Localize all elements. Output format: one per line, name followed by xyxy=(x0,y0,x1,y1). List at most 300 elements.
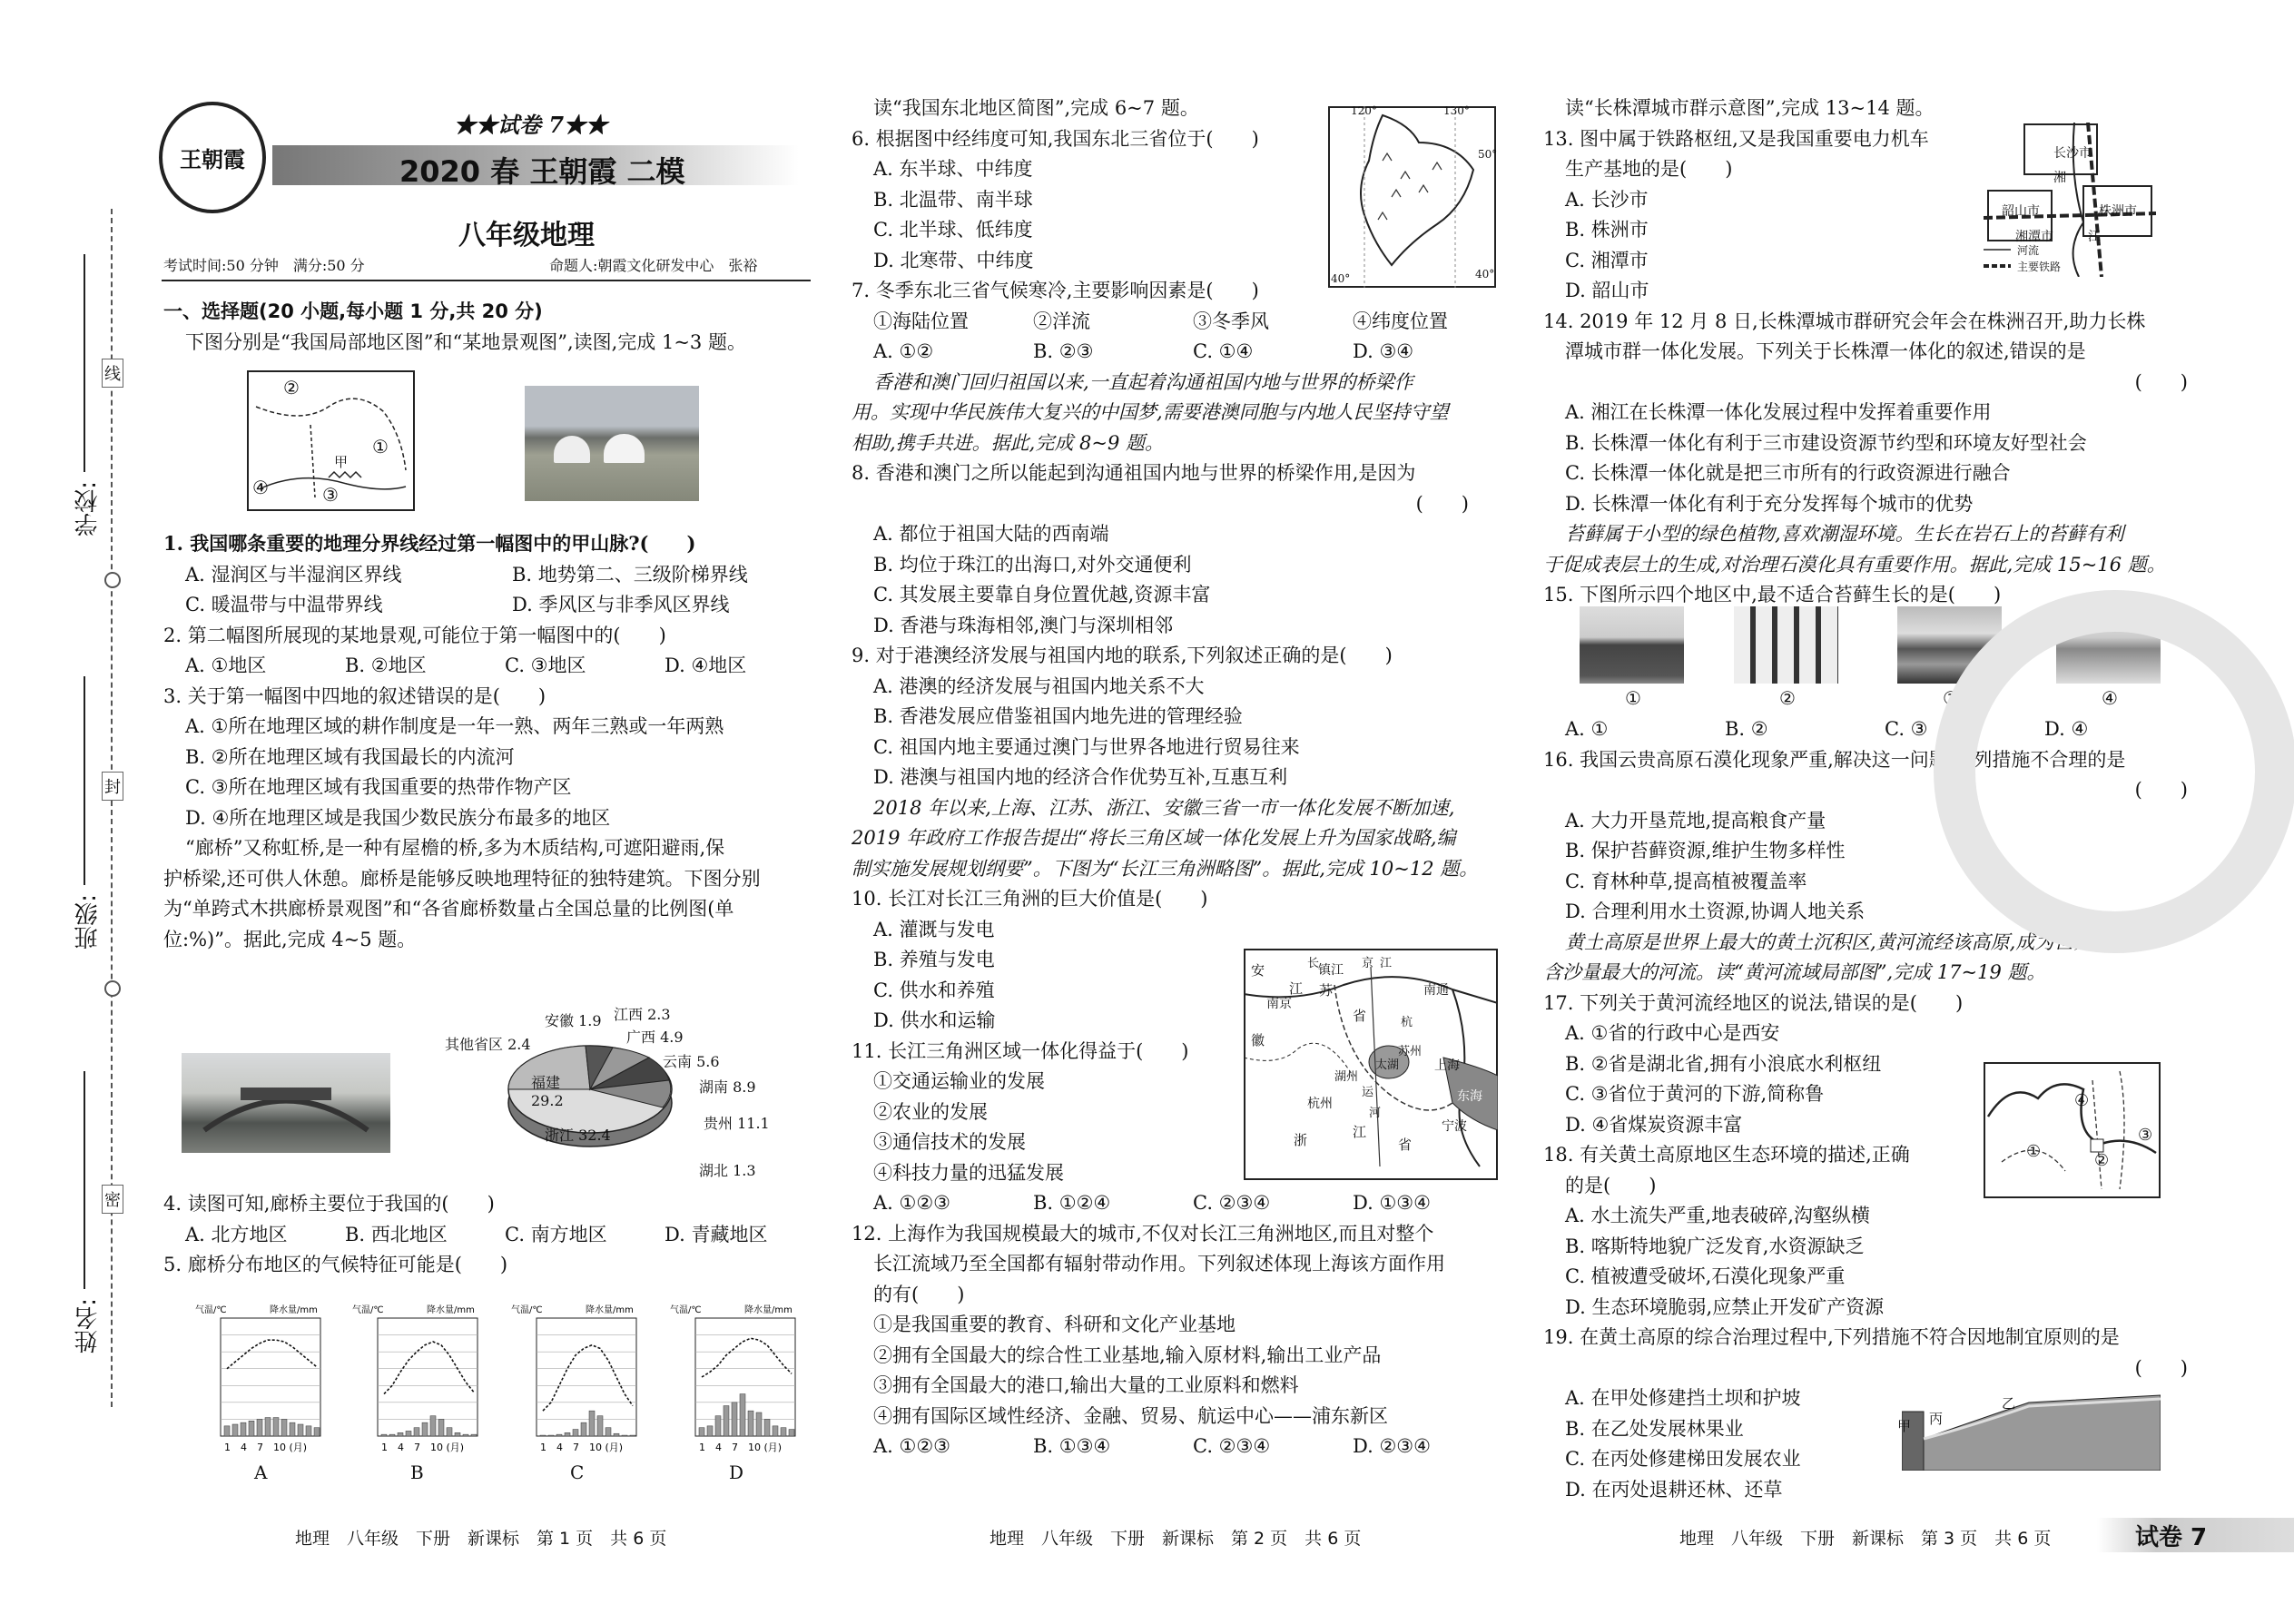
q1-option-b[interactable]: B. 地势第二、三级阶梯界线 xyxy=(512,563,748,586)
yrd-label-he: 河 xyxy=(1369,1107,1382,1120)
logo-seal xyxy=(159,102,266,213)
pie-label-hubei: 湖北 1.3 xyxy=(699,1162,756,1179)
ne-map-lat-50: 50° xyxy=(1478,148,1498,161)
q3-option-d[interactable]: D. ④所在地理区域是我国少数民族分布最多的地区 xyxy=(185,806,611,829)
q11-option-c[interactable]: C. ②③④ xyxy=(1193,1192,1271,1214)
precip-bar xyxy=(273,1418,279,1436)
q17-option-c[interactable]: C. ③省位于黄河的下游,简称鲁 xyxy=(1565,1083,1825,1105)
precip-bar xyxy=(389,1434,395,1436)
q4-option-d[interactable]: D. 青藏地区 xyxy=(665,1223,768,1245)
q19-option-d[interactable]: D. 在丙处退耕还林、还草 xyxy=(1565,1478,1783,1501)
precip-bar xyxy=(447,1428,452,1436)
subject-title: 八年级地理 xyxy=(458,220,595,251)
q18-option-c[interactable]: C. 植被遭受破坏,石漠化现象严重 xyxy=(1565,1265,1846,1287)
precip-bar xyxy=(581,1422,586,1436)
q18-stem-line-1: 18. 有关黄土高原地区生态环境的描述,正确 xyxy=(1543,1144,1910,1166)
exam-info-right: 命题人:朝霞文化研发中心 张裕 xyxy=(549,257,758,274)
q9-option-b[interactable]: B. 香港发展应借鉴祖国内地先进的管理经验 xyxy=(873,705,1243,727)
q8-paren-line xyxy=(852,489,1505,520)
q2-option-c[interactable]: C. ③地区 xyxy=(505,655,586,676)
q4-option-a[interactable]: A. 北方地区 xyxy=(185,1223,288,1245)
q7-stmt-4: ④纬度位置 xyxy=(1353,310,1448,332)
climate-axis-temp: 气温/℃ xyxy=(511,1305,543,1315)
q1-options-cd xyxy=(163,590,817,621)
precip-bar xyxy=(764,1419,770,1436)
yrd-label-sheng2: 省 xyxy=(1398,1137,1413,1153)
climate-chart-a xyxy=(195,1300,350,1459)
passage-8-9-line-2: 用。实现中华民族伟大复兴的中国梦,需要港澳同胞与内地人民坚持守望 xyxy=(852,401,1449,423)
passage-10-12-line-2: 2019 年政府工作报告提出“将长三角区域一体化发展上升为国家战略,编 xyxy=(852,827,1456,849)
q12-stem-line-3: 的有( ) xyxy=(873,1283,965,1305)
pie-label-others: 其他省区 2.4 xyxy=(445,1036,531,1053)
logo-text: 王朝霞 xyxy=(180,146,245,172)
precip-bar xyxy=(241,1422,246,1436)
q13-option-b[interactable]: B. 株洲市 xyxy=(1565,219,1649,241)
climate-axis-temp: 气温/℃ xyxy=(195,1305,227,1315)
q5-stem: 5. 廊桥分布地区的气候特征可能是( ) xyxy=(163,1254,508,1275)
q9-option-d[interactable]: D. 港澳与祖国内地的经济合作优势互补,互惠互利 xyxy=(873,766,1288,788)
czt-label-xiangtan: 湘潭市 xyxy=(2015,230,2053,244)
precip-bar xyxy=(789,1430,794,1436)
climate-months: 1 4 7 10 (月) xyxy=(381,1442,465,1453)
precip-bar xyxy=(257,1419,262,1436)
column-1-questions-a xyxy=(163,528,817,955)
yrd-label-shanghai: 上海 xyxy=(1434,1058,1460,1073)
class-label: 班级: xyxy=(74,894,102,950)
q12-stmt-1: ①是我国重要的教育、科研和文化产业基地 xyxy=(873,1314,1236,1335)
q14-paren-line xyxy=(1543,368,2206,399)
binding-hole-1 xyxy=(104,572,121,588)
q19-stem: 19. 在黄土高原的综合治理过程中,下列措施不符合因地制宜原则的是 xyxy=(1543,1326,2120,1348)
yrd-label-jiang2: 江 xyxy=(1353,1124,1367,1140)
q15-option-b[interactable]: B. ② xyxy=(1725,718,1768,740)
q7-stmt-3: ③冬季风 xyxy=(1193,310,1269,332)
yrd-label-su: 苏 xyxy=(1319,982,1334,999)
intro-6-7: 读“我国东北地区简图”,完成 6~7 题。 xyxy=(873,97,1199,119)
footer-paper-tag: 试卷 7 xyxy=(2135,1524,2208,1551)
precip-bar xyxy=(438,1419,444,1436)
temperature-line xyxy=(227,1340,317,1369)
pie-label-anhui: 安徽 1.9 xyxy=(545,1012,602,1029)
q17-option-d[interactable]: D. ④省煤炭资源丰富 xyxy=(1565,1113,1743,1136)
precip-bar xyxy=(422,1422,428,1436)
precip-bar xyxy=(597,1416,603,1436)
precip-bar xyxy=(306,1426,311,1436)
climate-chart-c xyxy=(511,1300,665,1459)
q11-stmt-1: ①交通运输业的发展 xyxy=(873,1070,1045,1092)
q16-option-d[interactable]: D. 合理利用水土资源,协调人地关系 xyxy=(1565,901,1866,922)
q16-option-b[interactable]: B. 保护苔藓资源,维护生物多样性 xyxy=(1565,840,1846,861)
hh-label-4: ④ xyxy=(2074,1091,2090,1110)
q4-options xyxy=(163,1220,817,1251)
name-label: 姓名: xyxy=(74,1298,102,1353)
precip-bar xyxy=(573,1430,578,1436)
climate-label-a[interactable]: A xyxy=(254,1462,268,1483)
czt-label-changsha: 长沙市 xyxy=(2053,146,2092,161)
passage-4-5-line-3: 为“单跨式木拱廊桥景观图”和“各省廊桥数量占全国总量的比例图(单 xyxy=(163,898,734,920)
q18-stem-line-2: 的是( ) xyxy=(1565,1174,1657,1196)
precip-bar xyxy=(281,1419,287,1436)
header-divider xyxy=(162,280,811,281)
climate-frame xyxy=(537,1318,636,1436)
q9-option-a[interactable]: A. 港澳的经济发展与祖国内地关系不大 xyxy=(873,674,1205,697)
q7-options xyxy=(852,337,1505,368)
exam-info-left: 考试时间:50 分钟 满分:50 分 xyxy=(163,257,365,274)
q6-option-b[interactable]: B. 北温带、南半球 xyxy=(873,188,1033,211)
q2-stem: 2. 第二幅图所展现的某地景观,可能位于第一幅图中的( ) xyxy=(163,624,666,646)
q11-stmt-3: ③通信技术的发展 xyxy=(873,1131,1026,1153)
yrd-label-jing: 京 xyxy=(1362,957,1374,970)
map1-label-4: ④ xyxy=(252,477,269,498)
q2-options xyxy=(163,651,817,682)
q12-option-b[interactable]: B. ①③④ xyxy=(1033,1435,1111,1457)
q16-option-c[interactable]: C. 育林种草,提高植被覆盖率 xyxy=(1565,870,1807,892)
slope-label-bing: 丙 xyxy=(1929,1411,1944,1427)
climate-axis-temp: 气温/℃ xyxy=(352,1305,384,1315)
climate-months: 1 4 7 10 (月) xyxy=(540,1442,624,1453)
czt-label-shaoshan: 韶山市 xyxy=(2002,204,2040,219)
paper-tag: ★★试卷 7★★ xyxy=(454,112,608,138)
map1-label-1: ① xyxy=(372,436,389,458)
footer-page-3: 地理 八年级 下册 新课标 第 3 页 共 6 页 xyxy=(1679,1529,2052,1549)
czt-legend-railway: 主要铁路 xyxy=(2017,261,2062,273)
q1-stem: 1. 我国哪条重要的地理分界线经过第一幅图中的甲山脉?( ) xyxy=(163,532,696,555)
q3-option-c[interactable]: C. ③所在地理区域有我国重要的热带作物产区 xyxy=(185,776,572,798)
column-1 xyxy=(163,297,817,358)
photo-mark-2: ② xyxy=(1779,687,1796,709)
q8-option-b[interactable]: B. 均位于珠江的出海口,对外交通便利 xyxy=(873,553,1192,576)
map1-label-3: ③ xyxy=(322,484,339,506)
slope-label-jia: 甲 xyxy=(1897,1418,1912,1434)
water-town-photo xyxy=(1734,606,1838,684)
precip-bar xyxy=(314,1428,320,1436)
mark-xian: 线 xyxy=(102,359,123,388)
precip-bar xyxy=(455,1432,460,1436)
czt-legend-river: 河流 xyxy=(2017,244,2040,257)
yrd-label-jiang1: 江 xyxy=(1289,980,1304,997)
yrd-label-hui: 徽 xyxy=(1251,1032,1265,1048)
yak-photo xyxy=(1580,606,1684,684)
school-field[interactable] xyxy=(84,254,85,472)
yrd-label-chang: 长 xyxy=(1307,957,1320,970)
ne-map-lon-130: 130° xyxy=(1443,104,1470,117)
q13-stem-line-1: 13. 图中属于铁路枢纽,又是我国重要电力机车 xyxy=(1543,127,1929,150)
climate-chart-b xyxy=(352,1300,507,1459)
yrd-label-huzhou: 湖州 xyxy=(1334,1070,1359,1084)
precip-bar xyxy=(540,1435,546,1436)
hh-label-3: ③ xyxy=(2138,1126,2153,1145)
precip-bar xyxy=(414,1428,419,1436)
precip-bar xyxy=(224,1426,230,1436)
passage-15-16-line-1: 苔藓属于小型的绿色植物,喜欢潮湿环境。生长在岩石上的苔藓有利 xyxy=(1565,523,2124,545)
q14-option-d[interactable]: D. 长株潭一体化有利于充分发挥每个城市的优势 xyxy=(1565,492,1974,515)
q13-option-c[interactable]: C. 湘潭市 xyxy=(1565,249,1649,271)
q6-stem: 6. 根据图中经纬度可知,我国东北三省位于( ) xyxy=(852,127,1259,150)
q8-stem: 8. 香港和澳门之所以能起到沟通祖国内地与世界的桥梁作用,是因为 xyxy=(852,462,1416,484)
climate-axis-precip: 降水量/mm xyxy=(270,1305,318,1315)
ne-map-lat-40-left: 40° xyxy=(1331,272,1351,285)
precip-bar xyxy=(756,1412,762,1436)
q10-stem: 10. 长江对长江三角洲的巨大价值是( ) xyxy=(852,888,1208,910)
q17-option-b[interactable]: B. ②省是湖北省,拥有小浪底水利枢纽 xyxy=(1565,1052,1882,1075)
precip-bar xyxy=(605,1428,611,1436)
pie-label-yunnan: 云南 5.6 xyxy=(663,1053,720,1070)
q2-option-b[interactable]: B. ②地区 xyxy=(345,655,427,676)
column-2 xyxy=(852,94,1505,1462)
passage-10-12-line-3: 制实施发展规划纲要”。下图为“长江三角洲略图”。据此,完成 10~12 题。 xyxy=(852,857,1479,880)
q8-option-d[interactable]: D. 香港与珠海相邻,澳门与深圳相邻 xyxy=(873,614,1174,636)
q9-option-c[interactable]: C. 祖国内地主要通过澳门与世界各地进行贸易往来 xyxy=(873,735,1300,758)
q14-answer-paren[interactable]: ( ) xyxy=(2134,370,2188,393)
yrd-label-yun: 运 xyxy=(1362,1086,1374,1099)
q7-statements xyxy=(852,307,1505,338)
precip-bar xyxy=(398,1432,403,1436)
climate-axis-temp: 气温/℃ xyxy=(670,1305,702,1315)
precip-bar xyxy=(430,1416,436,1436)
yrd-label-hang: 杭 xyxy=(1401,1016,1413,1029)
climate-months: 1 4 7 10 (月) xyxy=(224,1442,308,1453)
watermark-circle xyxy=(1934,590,2294,953)
q10-option-a[interactable]: A. 灌溉与发电 xyxy=(873,918,995,940)
czt-label-xiang: 湘 xyxy=(2053,171,2066,185)
hh-label-2: ② xyxy=(2094,1151,2110,1170)
pie-label-zhejiang: 浙江 32.4 xyxy=(545,1127,611,1144)
photo-mark-1: ① xyxy=(1625,687,1641,709)
precip-bar xyxy=(565,1432,570,1436)
q8-option-c[interactable]: C. 其发展主要靠自身位置优越,资源丰富 xyxy=(873,584,1211,605)
northeast-china-map xyxy=(1328,106,1496,288)
precip-bar xyxy=(699,1428,704,1436)
map1-label-2: ② xyxy=(283,377,300,399)
climate-chart-d xyxy=(670,1300,824,1459)
pie-label-fujian: 福建 29.2 xyxy=(531,1074,564,1109)
q3-option-a[interactable]: A. ①所在地理区域的耕作制度是一年一熟、两年三熟或一年两熟 xyxy=(185,715,724,737)
passage-4-5-line-4: 位:%)”。据此,完成 4~5 题。 xyxy=(163,928,417,950)
q11-options xyxy=(852,1188,1505,1219)
yrd-label-donghai: 东海 xyxy=(1457,1089,1482,1104)
precip-bar xyxy=(724,1406,729,1436)
ne-map-lat-40-right: 40° xyxy=(1475,268,1495,281)
precip-bar xyxy=(622,1435,627,1436)
precip-bar xyxy=(707,1426,713,1436)
precip-bar xyxy=(249,1421,254,1436)
precip-bar xyxy=(740,1394,745,1436)
q7-option-a[interactable]: A. ①② xyxy=(873,340,934,362)
binding-hole-2 xyxy=(104,980,121,997)
column-1-questions-b xyxy=(163,1189,817,1281)
series-title: 2020 春 王朝霞 二模 xyxy=(399,154,685,189)
passage-4-5-line-2: 护桥梁,还可供人休憩。廊桥是能够反映地理特征的独特建筑。下图分别 xyxy=(163,867,761,890)
footer-page-1: 地理 八年级 下册 新课标 第 1 页 共 6 页 xyxy=(295,1529,667,1549)
yrd-label-suzhou: 苏州 xyxy=(1398,1045,1423,1058)
q6-option-c[interactable]: C. 北半球、低纬度 xyxy=(873,219,1033,241)
q7-stem: 7. 冬季东北三省气候寒冷,主要影响因素是( ) xyxy=(852,280,1259,301)
pie-label-guangxi: 广西 4.9 xyxy=(626,1029,684,1046)
section-heading: 一、选择题(20 小题,每小题 1 分,共 20 分) xyxy=(163,300,543,322)
photo-mark-4: ④ xyxy=(2102,687,2118,709)
intro-1-3: 下图分别是“我国局部地区图”和“某地景观图”,读图,完成 1~3 题。 xyxy=(185,330,746,353)
bridge-arch xyxy=(195,1080,377,1135)
q4-option-b[interactable]: B. 西北地区 xyxy=(345,1223,448,1245)
q3-option-b[interactable]: B. ②所在地理区域有我国最长的内流河 xyxy=(185,745,515,768)
q10-option-c[interactable]: C. 供水和养殖 xyxy=(873,979,995,1001)
pie-label-guizhou: 贵州 11.1 xyxy=(704,1115,770,1132)
precip-bar xyxy=(748,1411,753,1436)
q11-stmt-4: ④科技力量的迅猛发展 xyxy=(873,1161,1064,1184)
ne-map-lon-120: 120° xyxy=(1351,104,1377,117)
yrd-label-nanjing: 南京 xyxy=(1266,997,1292,1011)
q1-options-ab xyxy=(163,560,817,591)
q19-option-b[interactable]: B. 在乙处发展林果业 xyxy=(1565,1417,1744,1440)
passage-8-9-line-3: 相助,携手共进。据此,完成 8~9 题。 xyxy=(852,431,1165,454)
yrd-label-zhe: 浙 xyxy=(1294,1132,1308,1148)
class-field[interactable] xyxy=(84,676,85,885)
q7-option-b[interactable]: B. ②③ xyxy=(1033,340,1094,362)
precip-bar xyxy=(732,1403,737,1436)
passage-10-12-line-1: 2018 年以来,上海、江苏、浙江、安徽三省一市一体化发展不断加速, xyxy=(873,796,1455,819)
q13-stem-line-2: 生产基地的是( ) xyxy=(1565,158,1733,180)
climate-label-b[interactable]: B xyxy=(410,1462,424,1483)
q14-option-c[interactable]: C. 长株潭一体化就是把三市所有的行政资源进行融合 xyxy=(1565,462,2011,484)
passage-17-19-line-1: 黄土高原是世界上最大的黄土沉积区,黄河流经该高原,成为世界上 xyxy=(1565,930,2112,953)
climate-label-c[interactable]: C xyxy=(570,1462,585,1483)
passage-15-16-line-2: 于促成表层土的生成,对治理石漠化具有重要作用。据此,完成 15~16 题。 xyxy=(1543,553,2166,576)
q11-option-d[interactable]: D. ①③④ xyxy=(1353,1192,1431,1214)
q1-option-d[interactable]: D. 季风区与非季风区界线 xyxy=(512,594,730,615)
q6-option-d[interactable]: D. 北寒带、中纬度 xyxy=(873,249,1034,271)
map1-label-jia: 甲 xyxy=(334,454,349,470)
climate-label-d[interactable]: D xyxy=(729,1462,744,1483)
q12-stmt-3: ③拥有全国最大的港口,输出大量的工业原料和燃料 xyxy=(873,1374,1299,1396)
precip-bar xyxy=(556,1434,562,1436)
precip-bar xyxy=(232,1424,238,1436)
yellow-river-map xyxy=(1984,1062,2161,1198)
czt-label-zhuzhou: 株洲市 xyxy=(2099,204,2137,219)
precip-bar xyxy=(715,1416,721,1436)
yrd-label-hangzhou: 杭州 xyxy=(1307,1097,1333,1111)
yrd-label-taihu: 太湖 xyxy=(1375,1058,1400,1072)
q8-answer-paren[interactable]: ( ) xyxy=(1415,492,1469,515)
q16-option-a[interactable]: A. 大力开垦荒地,提高粮食产量 xyxy=(1565,809,1826,832)
q11-stmt-2: ②农业的发展 xyxy=(873,1100,988,1123)
yrd-label-zhenjiang: 镇江 xyxy=(1318,963,1344,978)
q12-option-a[interactable]: A. ①②③ xyxy=(873,1435,950,1457)
czt-label-jiang: 江 xyxy=(2088,230,2101,244)
yrd-label-ningbo: 宁波 xyxy=(1442,1119,1467,1134)
precip-bar xyxy=(773,1426,778,1436)
q12-option-d[interactable]: D. ②③④ xyxy=(1353,1435,1431,1457)
q19-option-a[interactable]: A. 在甲处修建挡土坝和护坡 xyxy=(1565,1387,1801,1409)
temperature-line xyxy=(543,1345,633,1411)
q14-option-a[interactable]: A. 湘江在长株潭一体化发展过程中发挥着重要作用 xyxy=(1565,401,1992,423)
q10-option-b[interactable]: B. 养殖与发电 xyxy=(873,949,995,970)
q14-stem-line-1: 14. 2019 年 12 月 8 日,长株潭城市群研究会年会在株洲召开,助力长株 xyxy=(1543,310,2146,332)
precip-bar xyxy=(781,1428,786,1436)
q2-option-a[interactable]: A. ①地区 xyxy=(185,655,267,676)
yrd-label-sheng1: 省 xyxy=(1353,1008,1367,1024)
precip-bar xyxy=(290,1422,295,1436)
q11-option-b[interactable]: B. ①②④ xyxy=(1033,1192,1111,1214)
yrd-label-an: 安 xyxy=(1251,962,1265,979)
climate-axis-precip: 降水量/mm xyxy=(427,1305,475,1315)
q1-option-a[interactable]: A. 湿润区与半湿润区界线 xyxy=(185,563,402,586)
q18-option-a[interactable]: A. 水土流失严重,地表破碎,沟壑纵横 xyxy=(1565,1205,1870,1226)
school-label: 学校: xyxy=(74,481,102,536)
q14-option-b[interactable]: B. 长株潭一体化有利于三市建设资源节约型和环境友好型社会 xyxy=(1565,431,2087,454)
q7-option-c[interactable]: C. ①④ xyxy=(1193,340,1254,362)
q8-option-a[interactable]: A. 都位于祖国大陆的西南端 xyxy=(873,523,1109,545)
precip-bar xyxy=(381,1434,387,1436)
q7-option-d[interactable]: D. ③④ xyxy=(1353,340,1414,362)
q15-option-d[interactable]: D. ④ xyxy=(2044,718,2089,740)
q18-option-d[interactable]: D. 生态环境脆弱,应禁止开发矿产资源 xyxy=(1565,1295,1885,1318)
footer-page-2: 地理 八年级 下册 新课标 第 2 页 共 6 页 xyxy=(989,1529,1362,1549)
q13-option-a[interactable]: A. 长沙市 xyxy=(1565,188,1649,211)
precip-bar xyxy=(614,1433,619,1436)
q12-stem-line-1: 12. 上海作为我国规模最大的城市,不仅对长江三角洲地区,而且对整个 xyxy=(852,1222,1434,1245)
precip-bar xyxy=(265,1418,271,1436)
q12-stmt-2: ②拥有全国最大的综合性工业基地,输入原材料,输出工业产品 xyxy=(873,1343,1382,1366)
q2-option-d[interactable]: D. ④地区 xyxy=(665,655,747,676)
pie-label-hunan: 湖南 8.9 xyxy=(699,1078,756,1096)
q15-option-c[interactable]: C. ③ xyxy=(1885,718,1928,740)
q7-stmt-2: ②洋流 xyxy=(1033,310,1090,332)
q6-option-a[interactable]: A. 东半球、中纬度 xyxy=(873,158,1033,180)
intro-13-14: 读“长株潭城市群示意图”,完成 13~14 题。 xyxy=(1565,97,1935,119)
q13-option-d[interactable]: D. 韶山市 xyxy=(1565,280,1649,301)
climate-axis-precip: 降水量/mm xyxy=(744,1305,793,1315)
q7-stmt-1: ①海陆位置 xyxy=(873,310,969,332)
q16-answer-paren[interactable]: ( ) xyxy=(2134,779,2188,801)
climate-months: 1 4 7 10 (月) xyxy=(699,1442,783,1453)
temperature-line xyxy=(384,1342,474,1394)
q16-stem: 16. 我国云贵高原石漠化现象严重,解决这一问题,下列措施不合理的是 xyxy=(1543,748,2126,771)
q12-stmt-4: ④拥有国际区域性经济、金融、贸易、航运中心——浦东新区 xyxy=(873,1404,1388,1427)
q18-option-b[interactable]: B. 喀斯特地貌广泛发育,水资源缺乏 xyxy=(1565,1235,1865,1257)
precip-bar xyxy=(548,1435,554,1436)
q11-option-a[interactable]: A. ①②③ xyxy=(873,1192,950,1214)
q12-stem-line-2: 长江流域乃至全国都有辐射带动作用。下列叙述体现上海该方面作用 xyxy=(873,1253,1445,1275)
mark-feng: 封 xyxy=(102,772,123,801)
precip-bar xyxy=(463,1434,468,1436)
q15-option-a[interactable]: A. ① xyxy=(1565,718,1609,740)
q19-option-c[interactable]: C. 在丙处修建梯田发展农业 xyxy=(1565,1448,1801,1470)
yangtze-delta-map xyxy=(1244,949,1498,1180)
pie-label-jiangxi: 江西 2.3 xyxy=(614,1006,671,1023)
q14-stem-line-2: 潭城市群一体化发展。下列关于长株潭一体化的叙述,错误的是 xyxy=(1565,340,2086,362)
name-field[interactable] xyxy=(84,1071,85,1289)
passage-17-19-line-2: 含沙量最大的河流。读“黄河流域局部图”,完成 17~19 题。 xyxy=(1543,961,2046,983)
q4-stem: 4. 读图可知,廊桥主要位于我国的( ) xyxy=(163,1193,495,1215)
q4-option-c[interactable]: C. 南方地区 xyxy=(505,1223,607,1245)
passage-8-9-line-1: 香港和澳门回归祖国以来,一直起着沟通祖国内地与世界的桥梁作 xyxy=(873,370,1413,393)
q10-option-d[interactable]: D. 供水和运输 xyxy=(873,1009,996,1031)
precip-bar xyxy=(589,1411,595,1436)
hh-label-1: ① xyxy=(2026,1142,2042,1161)
climate-axis-precip: 降水量/mm xyxy=(586,1305,634,1315)
yrd-label-jiang3: 江 xyxy=(1380,957,1393,970)
mark-mi: 密 xyxy=(102,1185,123,1214)
q19-paren-line xyxy=(1543,1353,2206,1384)
q12-options xyxy=(852,1432,1505,1462)
q17-option-a[interactable]: A. ①省的行政中心是西安 xyxy=(1565,1022,1780,1044)
q1-option-c[interactable]: C. 暖温带与中温带界线 xyxy=(185,594,383,615)
yrd-label-nantong: 南通 xyxy=(1423,983,1449,998)
temperature-line xyxy=(702,1338,792,1377)
photo-mark-3: ③ xyxy=(1943,687,1959,709)
q12-option-c[interactable]: C. ②③④ xyxy=(1193,1435,1271,1457)
q19-answer-paren[interactable]: ( ) xyxy=(2134,1356,2188,1379)
